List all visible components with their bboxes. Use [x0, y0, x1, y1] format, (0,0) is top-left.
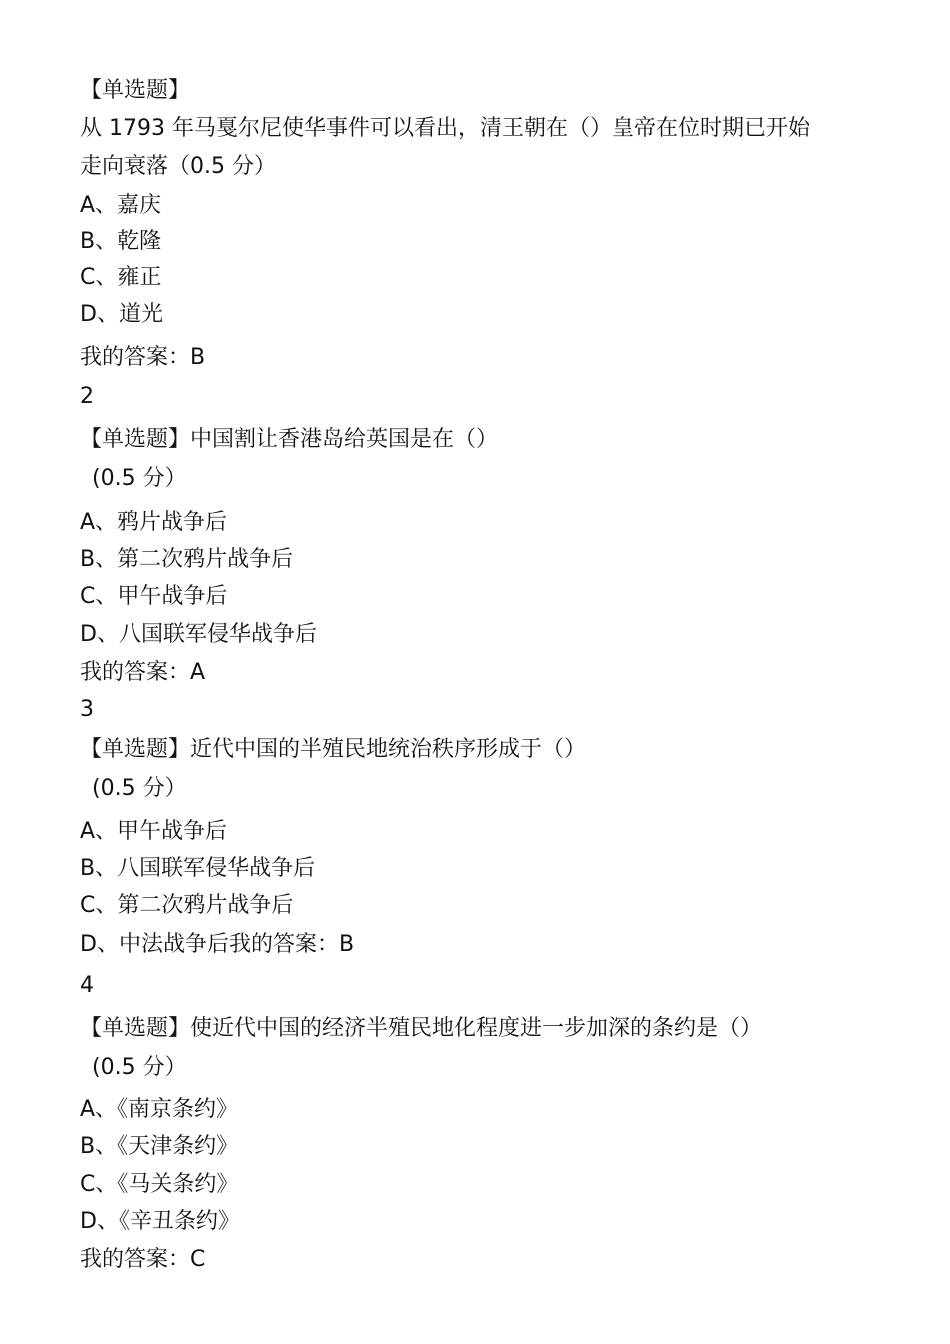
question-1-option-b: B、乾隆 [80, 229, 162, 254]
question-4-score: (0.5 分） [92, 1055, 187, 1080]
question-1-answer: 我的答案：B [80, 345, 206, 370]
question-4-option-d: D、《辛丑条约》 [80, 1209, 240, 1234]
question-3-score: (0.5 分） [92, 776, 187, 801]
question-1-type-tag: 【单选题】 [80, 78, 191, 103]
question-2-score: (0.5 分） [92, 466, 187, 491]
question-3-option-b: B、八国联军侵华战争后 [80, 856, 316, 881]
question-2-option-c: C、甲午战争后 [80, 584, 228, 609]
question-4-option-c: C、《马关条约》 [80, 1172, 239, 1197]
question-3-stem: 【单选题】近代中国的半殖民地统治秩序形成于（） [80, 737, 587, 762]
question-3-option-d-and-answer: D、中法战争后我的答案：B [80, 932, 355, 957]
question-2-option-b: B、第二次鸦片战争后 [80, 547, 294, 572]
question-4-number: 4 [80, 973, 94, 998]
question-2-answer: 我的答案：A [80, 660, 206, 685]
question-2-option-d: D、八国联军侵华战争后 [80, 622, 317, 647]
question-4-option-a: A、《南京条约》 [80, 1097, 239, 1122]
question-4-option-b: B、《天津条约》 [80, 1134, 239, 1159]
question-4-answer: 我的答案：C [80, 1247, 206, 1272]
question-2-number: 2 [80, 384, 94, 409]
question-2-option-a: A、鸦片战争后 [80, 510, 228, 535]
question-1-option-a: A、嘉庆 [80, 193, 162, 218]
question-3-number: 3 [80, 697, 94, 722]
question-3-option-a: A、甲午战争后 [80, 819, 228, 844]
question-1-stem-line-1: 从 1793 年马戛尔尼使华事件可以看出，清王朝在（）皇帝在位时期已开始 [80, 116, 810, 141]
question-3-option-c: C、第二次鸦片战争后 [80, 893, 294, 918]
question-2-stem: 【单选题】中国割让香港岛给英国是在（） [80, 427, 499, 452]
question-1-option-d: D、道光 [80, 302, 163, 327]
question-1-option-c: C、雍正 [80, 265, 162, 290]
question-1-stem-line-2: 走向衰落（0.5 分） [80, 154, 276, 179]
question-4-stem: 【单选题】使近代中国的经济半殖民地化程度进一步加深的条约是（） [80, 1016, 763, 1041]
